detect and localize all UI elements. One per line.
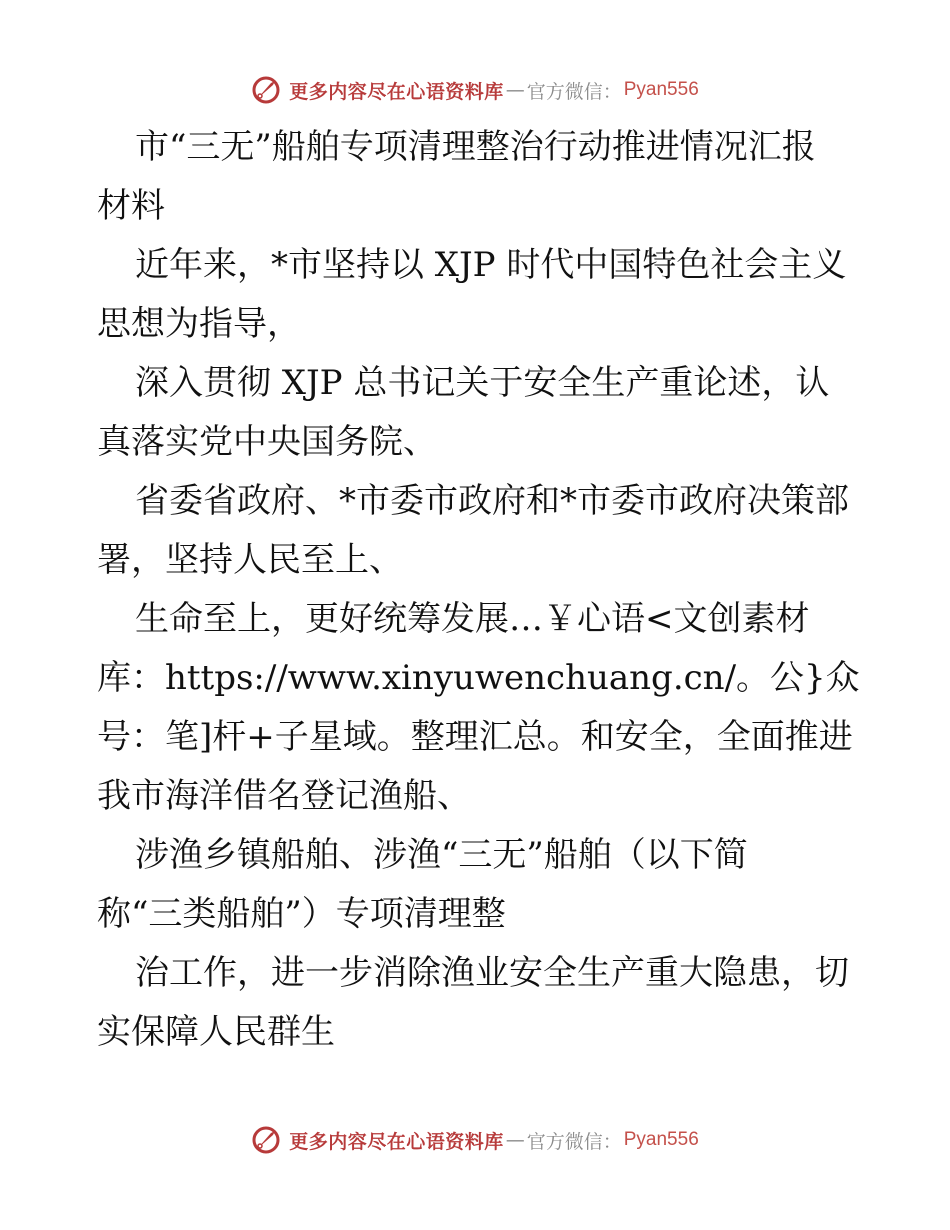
quill-pen-icon	[251, 1125, 281, 1155]
banner-wechat-id: Pyan556	[623, 1129, 699, 1150]
paragraph-line: 库：https://www.xinyuwenchuang.cn/。公}众	[97, 658, 860, 698]
paragraph-line: 涉渔乡镇船舶、涉渔“三无”船舶（以下简	[135, 835, 748, 875]
paragraph-line: 署，坚持人民至上、	[97, 540, 403, 580]
banner-wechat-label: 官方微信：	[526, 80, 622, 103]
banner-main-text: 更多内容尽在心语资料库	[289, 1130, 504, 1153]
banner-separator: —	[505, 1129, 525, 1151]
paragraph-line: 号：笔]杆+子星域。整理汇总。和安全，全面推进	[97, 717, 853, 757]
paragraph-line: 称“三类船舶”）专项清理整	[97, 894, 506, 934]
document-title-line-1: 市“三无”船舶专项清理整治行动推进情况汇报	[135, 127, 816, 167]
paragraph-line: 省委省政府、*市委市政府和*市委市政府决策部	[135, 481, 849, 521]
paragraph-line: 深入贯彻 XJP 总书记关于安全生产重论述，认	[135, 363, 830, 403]
paragraph-line: 治工作，进一步消除渔业安全生产重大隐患，切	[135, 953, 849, 993]
paragraph-line: 生命至上，更好统筹发展…￥心语<文创素材	[135, 599, 810, 639]
footer-watermark-banner	[0, 1120, 950, 1160]
paragraph-line: 我市海洋借名登记渔船、	[97, 776, 471, 816]
banner-wechat-id: Pyan556	[623, 79, 699, 100]
banner-main-text: 更多内容尽在心语资料库	[289, 80, 504, 103]
document-title-line-2: 材料	[97, 186, 165, 226]
document-body	[97, 118, 860, 1062]
quill-pen-icon	[251, 75, 281, 105]
banner-separator: —	[505, 79, 525, 101]
paragraph-line: 思想为指导，	[97, 304, 301, 344]
banner-wechat-label: 官方微信：	[526, 1130, 622, 1153]
paragraph-line: 真落实党中央国务院、	[97, 422, 437, 462]
header-watermark-banner	[0, 70, 950, 110]
paragraph-line: 近年来，*市坚持以 XJP 时代中国特色社会主义	[135, 245, 847, 285]
paragraph-line: 实保障人民群生	[97, 1012, 335, 1052]
